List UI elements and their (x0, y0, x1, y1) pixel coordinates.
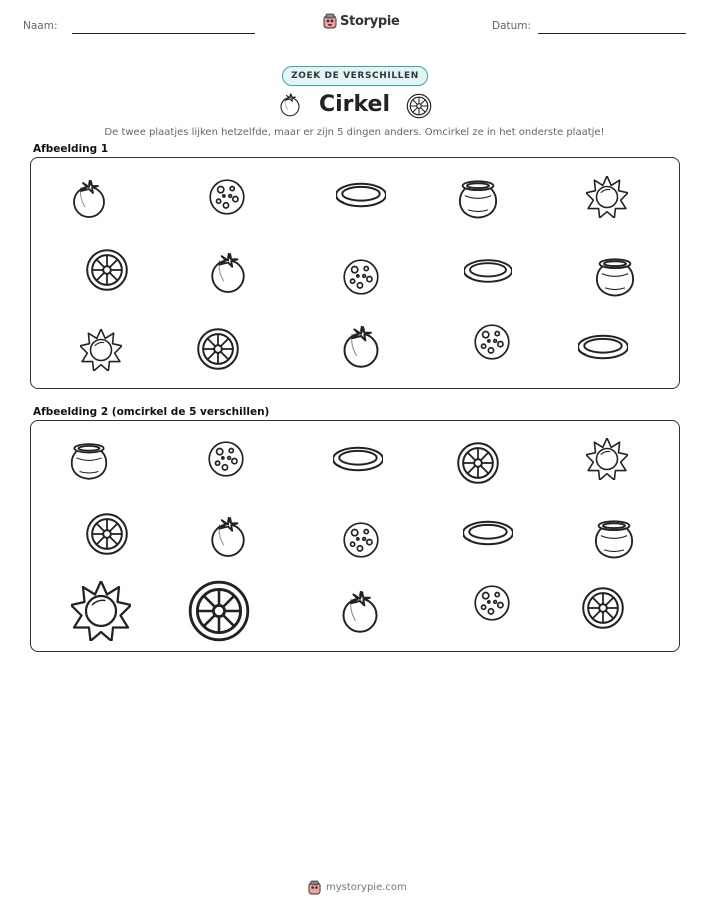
name-label: Naam: (23, 20, 58, 32)
pot-icon (593, 256, 637, 300)
wheel-icon (196, 327, 240, 371)
footer-url[interactable]: mystorypie.com (326, 882, 407, 893)
wheel-icon (406, 93, 432, 119)
tomato-icon (207, 252, 249, 294)
tomato-icon[interactable] (338, 590, 382, 634)
storypie-logo (323, 13, 400, 29)
storypie-mascot-icon (308, 880, 321, 895)
moon-icon (340, 256, 382, 298)
wheel-icon[interactable] (85, 512, 129, 556)
pot-icon[interactable] (592, 518, 636, 562)
moon-icon (206, 176, 248, 218)
wheel-icon[interactable] (456, 441, 500, 485)
sun-icon[interactable] (71, 581, 131, 641)
moon-icon[interactable] (340, 519, 382, 561)
date-label: Datum: (492, 20, 532, 32)
tomato-icon (69, 179, 109, 219)
footer (308, 880, 407, 895)
wheel-icon[interactable] (581, 586, 625, 630)
instructions: De twee plaatjes lijken hetzelfde, maar er zijn 5 dingen anders. Omcirkel ze in het onderste plaatje! (104, 127, 605, 138)
moon-icon (471, 321, 513, 363)
plate-icon[interactable] (333, 434, 383, 484)
brand-name: Storypie (340, 13, 400, 29)
moon-icon[interactable] (205, 438, 247, 480)
storypie-mascot-icon (323, 13, 337, 29)
pot-icon[interactable] (68, 441, 110, 483)
date-field[interactable] (538, 33, 686, 34)
tomato-icon[interactable] (207, 516, 249, 558)
section1-label: Afbeelding 1 (33, 143, 109, 155)
tomato-icon (339, 325, 383, 369)
wheel-icon (85, 248, 129, 292)
section2-label: Afbeelding 2 (omcirkel de 5 verschillen) (33, 406, 270, 418)
plate-icon (336, 170, 386, 220)
pot-icon (456, 178, 500, 222)
page-title: Cirkel (318, 92, 391, 117)
moon-icon[interactable] (471, 582, 513, 624)
sun-icon[interactable] (586, 438, 628, 480)
plate-icon (464, 247, 512, 295)
plate-icon (578, 322, 628, 372)
activity-badge: ZOEK DE VERSCHILLEN (282, 66, 428, 86)
sun-icon (586, 176, 628, 218)
plate-icon[interactable] (463, 508, 513, 558)
name-field[interactable] (72, 33, 255, 34)
sun-icon (80, 329, 122, 371)
wheel-icon[interactable] (187, 579, 251, 643)
